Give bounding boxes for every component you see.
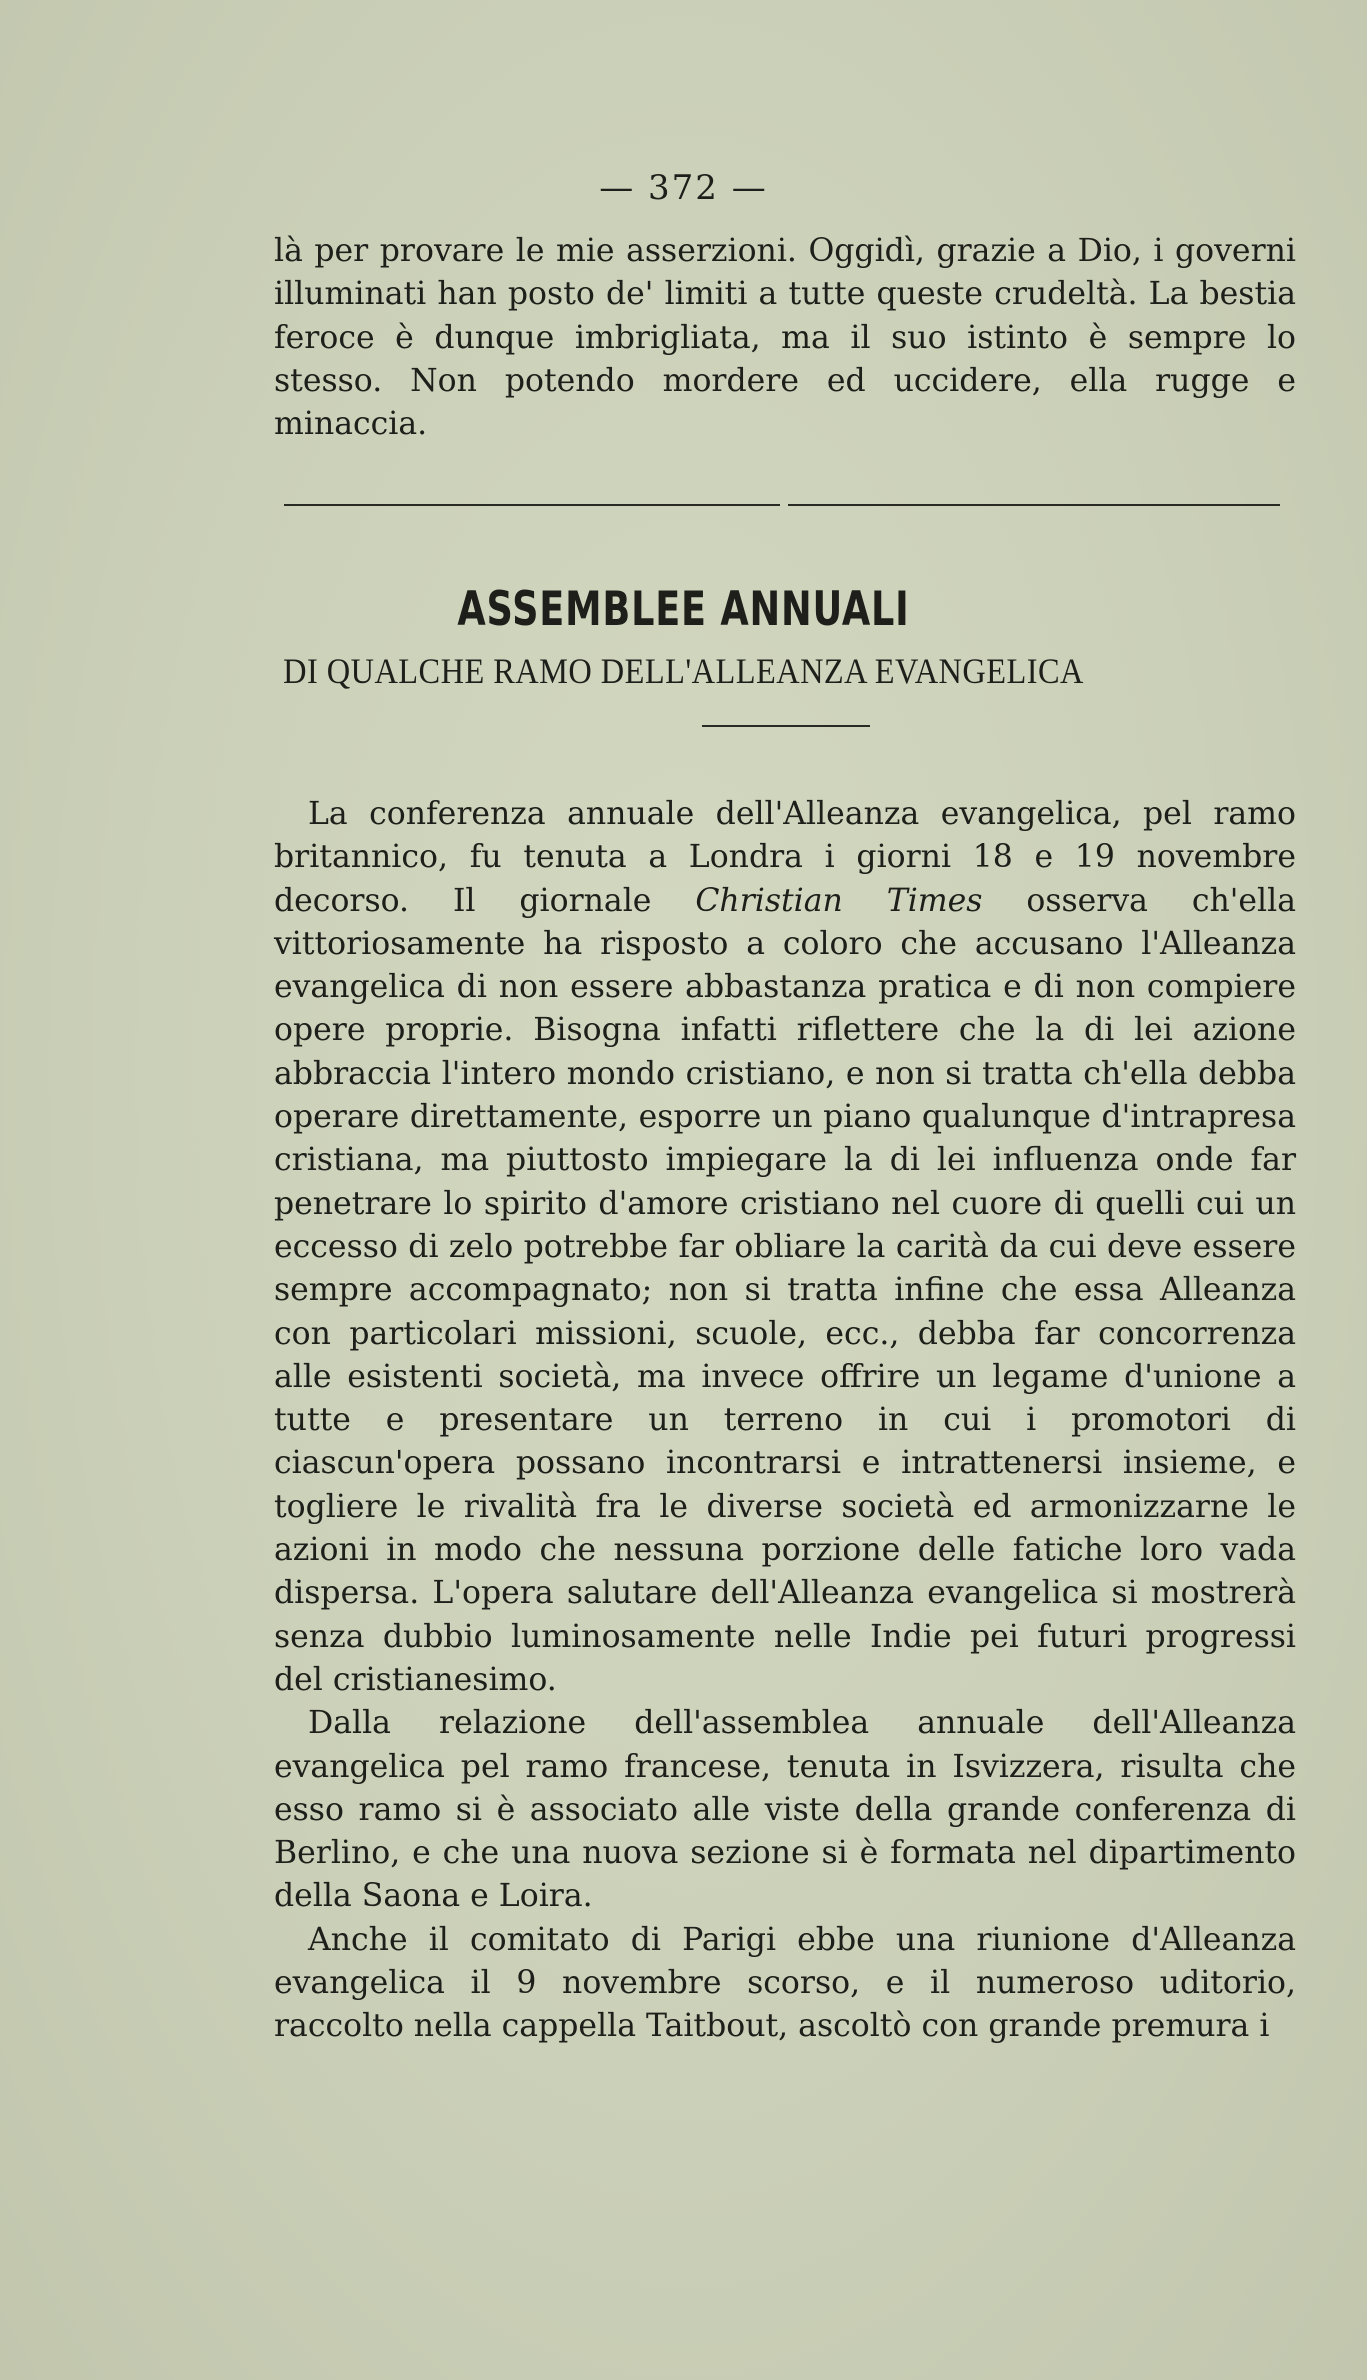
continuation-text: là per provare le mie asserzioni. Oggidì, grazie a Dio, i governi illuminati han posto de' limiti a tutte queste crudeltà. La bestia feroce è dunque imbrigliata, ma il suo istinto è sempre lo stesso. Non potendo mordere ed uccidere, ella rugge e minaccia. xyxy=(274,233,1296,443)
section-divider-right xyxy=(788,504,1280,506)
article-paragraph-2: Dalla relazione dell'assemblea annuale dell'Alleanza evangelica pel ramo francese, tenuta in Isvizzera, risulta che esso ramo si è associato alle viste della grande conferenza di Berlino, e che una nuova sezione si è formata nel dipartimento della Saona e Loira. xyxy=(274,1705,1296,1915)
section-divider-left xyxy=(284,504,780,506)
newspaper-title: Christian Times xyxy=(695,882,983,919)
title-underline-rule xyxy=(702,725,870,727)
continuation-paragraph xyxy=(274,230,1296,446)
article-body xyxy=(274,793,1296,2049)
page-number: — 372 — xyxy=(599,168,768,208)
article-subtitle: DI QUALCHE RAMO DELL'ALLEANZA EVANGELICA xyxy=(283,651,1084,691)
article-paragraph-1 xyxy=(274,793,1296,1702)
article-paragraph-3: Anche il comitato di Parigi ebbe una riunione d'Alleanza evangelica il 9 novembre scorso, e il numeroso uditorio, raccolto nella cappella Taitbout, ascoltò con grande premura i xyxy=(274,1921,1296,2045)
article-title: ASSEMBLEE ANNUALI xyxy=(457,582,910,637)
paragraph-1-text-b: osserva ch'ella vittoriosamente ha risposto a coloro che accusano l'Alleanza evangelica di non essere abbastanza pratica e di non compiere opere proprie. Bisogna infatti riflettere che la di lei azione abbraccia l'intero mondo cristiano, e non si tratta ch'ella debba operare direttamente, esporre un piano qualunque d'intrapresa cristiana, ma piuttosto impiegare la di lei influenza onde far penetrare lo spirito d'amore cristiano nel cuore di quelli cui un eccesso di zelo potrebbe far obliare la carità da cui deve essere sempre accompagnato; non si tratta infine che essa Alleanza con particolari missioni, scuole, ecc., debba far concorrenza alle esistenti società, ma invece offrire un legame d'unione a tutte e presentare un terreno in cui i promotori di ciascun'opera possano incontrarsi e intrattenersi insieme, e togliere le rivalità fra le diverse società ed armonizzarne le azioni in modo che nessuna porzione delle fatiche loro vada dispersa. L'opera salutare dell'Alleanza evangelica si mostrerà senza dubbio luminosamente nelle Indie pei futuri progressi del cristianesimo. xyxy=(274,882,1296,1698)
paragraph-1-text-a: La conferenza annuale dell'Alleanza evangelica, pel ramo britannico, fu tenuta a Londra i giorni 18 e 19 novembre decorso. Il giornale xyxy=(274,796,1296,919)
